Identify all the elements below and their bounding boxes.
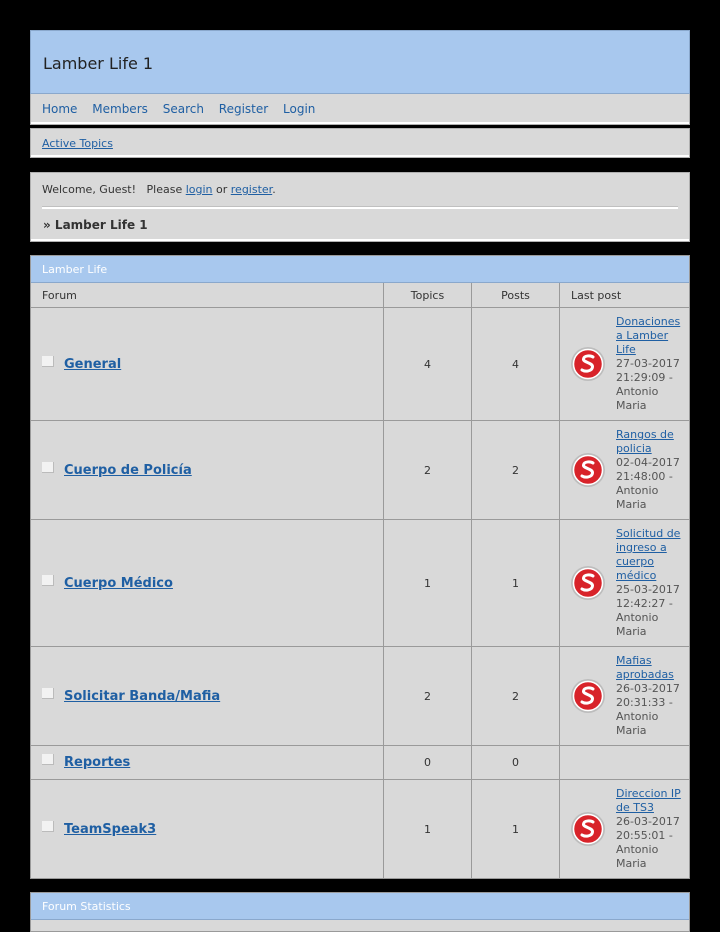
category-title: Lamber Life: [42, 263, 108, 276]
last-post-link[interactable]: Direccion IP de TS3: [616, 787, 681, 814]
post-count: 2: [472, 647, 560, 746]
welcome-suffix: .: [272, 183, 276, 196]
nav-login[interactable]: Login: [283, 102, 316, 116]
last-post-date: 02-04-2017 21:48:00 -: [616, 456, 680, 483]
last-post-cell: [560, 520, 690, 647]
post-count: 0: [472, 746, 560, 780]
last-post-user: Antonio Maria: [616, 611, 659, 638]
last-post-cell: [560, 746, 690, 780]
last-post-user: Antonio Maria: [616, 484, 659, 511]
site-header: [30, 30, 690, 94]
forum-row: [31, 746, 689, 780]
forum-status-icon: [42, 356, 54, 367]
welcome-panel: [30, 172, 690, 242]
last-post-user: Antonio Maria: [616, 843, 659, 870]
col-posts: Posts: [472, 283, 560, 308]
divider: [42, 206, 678, 209]
nav-search[interactable]: Search: [162, 102, 204, 116]
breadcrumb: » Lamber Life 1: [43, 218, 148, 232]
last-post-cell: [560, 421, 690, 520]
main-nav: [30, 94, 690, 125]
forum-logo-icon: [570, 452, 606, 488]
last-post-cell: [560, 780, 690, 879]
nav-register[interactable]: Register: [218, 102, 269, 116]
forum-cell: [31, 746, 384, 780]
forum-logo-icon: [570, 565, 606, 601]
last-post-date: 25-03-2017 12:42:27 -: [616, 583, 680, 610]
nav-home[interactable]: Home: [42, 102, 78, 116]
category-header: [31, 256, 689, 283]
forum-row: [31, 308, 689, 421]
forum-status-icon: [42, 575, 54, 586]
post-count: 2: [472, 421, 560, 520]
welcome-prefix: Welcome, Guest! Please: [42, 183, 186, 196]
forum-row: [31, 421, 689, 520]
topic-count: 2: [384, 421, 472, 520]
forum-logo-icon: [570, 346, 606, 382]
post-count: 1: [472, 780, 560, 879]
stats-header: [31, 893, 689, 920]
topic-count: 1: [384, 520, 472, 647]
forum-cell: [31, 520, 384, 647]
topic-count: 2: [384, 647, 472, 746]
active-topics-link[interactable]: Active Topics: [42, 137, 113, 150]
topic-count: 0: [384, 746, 472, 780]
forum-cell: [31, 308, 384, 421]
last-post-cell: [560, 308, 690, 421]
last-post-user: Antonio Maria: [616, 710, 659, 737]
forum-row: [31, 647, 689, 746]
forum-logo-icon: [570, 678, 606, 714]
page: [30, 30, 690, 932]
forum-cell: [31, 780, 384, 879]
forum-name-link[interactable]: Reportes: [64, 755, 131, 770]
last-post-date: 27-03-2017 21:29:09 -: [616, 357, 680, 384]
last-post-link[interactable]: Donaciones a Lamber Life: [616, 315, 681, 356]
forum-name-link[interactable]: Solicitar Banda/Mafia: [64, 688, 221, 704]
forum-table: [31, 283, 689, 878]
post-count: 4: [472, 308, 560, 421]
login-link[interactable]: login: [185, 183, 213, 196]
last-post-user: Antonio Maria: [616, 385, 659, 412]
last-post-cell: [560, 647, 690, 746]
stats-title: Forum Statistics: [42, 900, 131, 913]
col-topics: Topics: [384, 283, 472, 308]
welcome-message: [42, 183, 276, 196]
forum-logo-icon: [570, 811, 606, 847]
site-title: Lamber Life 1: [43, 54, 154, 73]
last-post-link[interactable]: Mafias aprobadas: [616, 654, 674, 681]
col-last-post: Last post: [560, 283, 690, 308]
forum-name-link[interactable]: General: [64, 356, 122, 372]
col-forum: Forum: [31, 283, 384, 308]
last-post-date: 26-03-2017 20:31:33 -: [616, 682, 680, 709]
forum-category: [30, 255, 690, 879]
welcome-or: or: [212, 183, 231, 196]
forum-name-link[interactable]: TeamSpeak3: [64, 821, 157, 837]
forum-cell: [31, 421, 384, 520]
last-post-link[interactable]: Solicitud de ingreso a cuerpo médico: [616, 527, 681, 582]
nav-members[interactable]: Members: [92, 102, 148, 116]
forum-statistics: [30, 892, 690, 932]
forum-status-icon: [42, 462, 54, 473]
forum-cell: [31, 647, 384, 746]
forum-name-link[interactable]: Cuerpo Médico: [64, 575, 173, 591]
last-post-link[interactable]: Rangos de policia: [616, 428, 674, 455]
sub-nav: [30, 128, 690, 158]
forum-row: [31, 780, 689, 879]
forum-status-icon: [42, 688, 54, 699]
forum-name-link[interactable]: Cuerpo de Policía: [64, 462, 192, 478]
register-link[interactable]: register: [230, 183, 273, 196]
post-count: 1: [472, 520, 560, 647]
forum-status-icon: [42, 821, 54, 832]
forum-row: [31, 520, 689, 647]
topic-count: 4: [384, 308, 472, 421]
topic-count: 1: [384, 780, 472, 879]
forum-status-icon: [42, 754, 54, 765]
last-post-date: 26-03-2017 20:55:01 -: [616, 815, 680, 842]
